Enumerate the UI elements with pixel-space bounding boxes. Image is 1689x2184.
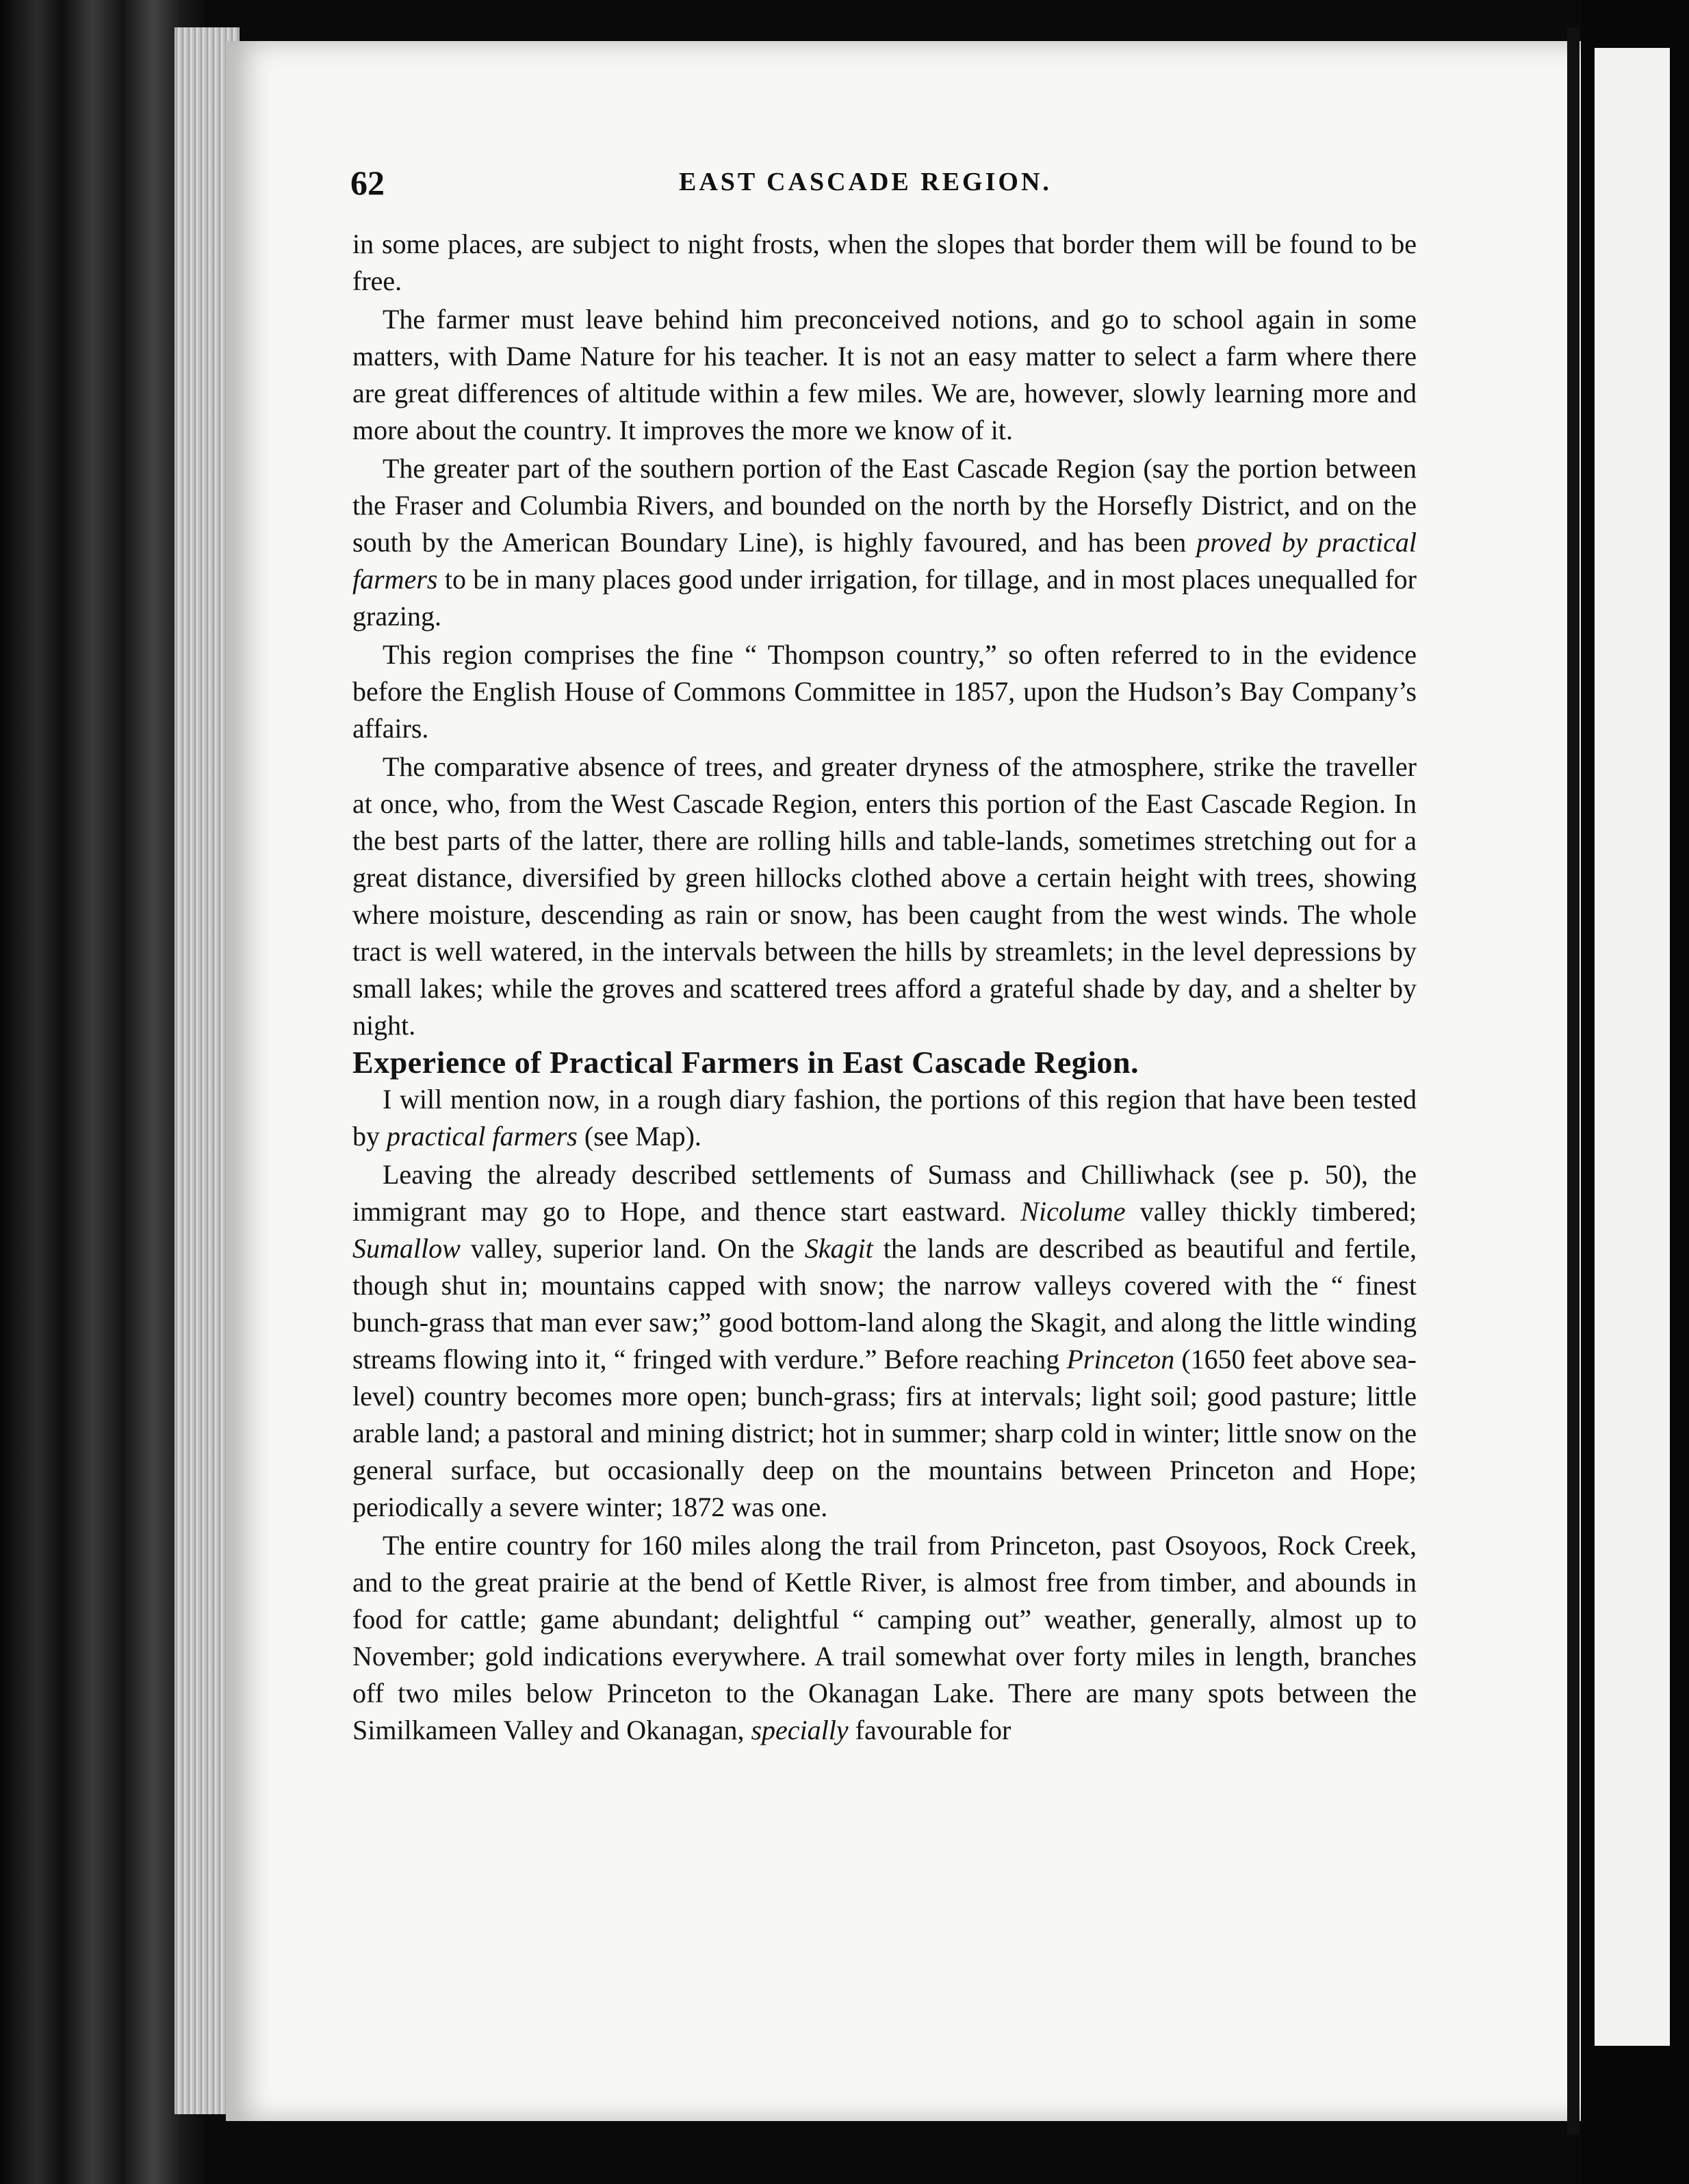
facing-page-edge xyxy=(1581,0,1689,2184)
paragraph: in some places, are subject to night frosts, when the slopes that border them will be found to be free. xyxy=(352,229,1417,296)
body-text xyxy=(352,226,1417,1749)
text-run: Leaving the already described settlements of Sumass and Chilliwhack (see p. 50), the immigrant may go to Hope, and thence start eastward. xyxy=(352,1159,1417,1227)
emphasis: specially xyxy=(751,1715,849,1745)
paragraph xyxy=(352,1156,1417,1526)
running-title: EAST CASCADE REGION. xyxy=(679,168,1052,196)
text-run: (see Map). xyxy=(577,1121,701,1152)
paragraph: The farmer must leave behind him preconceived notions, and go to school again in some matters, with Dame Nature for his teacher. It is not an easy matter to select a farm where there are great differences of altitude within a few miles. We are, however, slowly learning more and more about the country. It improves the more we know of it. xyxy=(352,304,1417,445)
page-number: 62 xyxy=(350,164,385,202)
paragraph: This region comprises the fine “ Thompson country,” so often referred to in the evidence before the English House of Commons Committee in 1857, upon the Hudson’s Bay Company’s affairs. xyxy=(352,639,1417,744)
paragraph: The comparative absence of trees, and greater dryness of the atmosphere, strike the traveller at once, who, from the West Cascade Region, enters this portion of the East Cascade Region. In the best parts of the latter, there are rolling hills and table-lands, sometimes stretching out for a great distance, diversified by green hillocks clothed above a certain height with trees, showing where moisture, descending as rain or snow, has been caught from the west winds. The whole tract is well watered, in the intervals between the hills by streamlets; in the level depressions by small lakes; while the groves and scattered trees afford a grateful shade by day, and a shelter by night. xyxy=(352,751,1417,1041)
emphasis: proved by practical farmers xyxy=(352,527,1417,595)
facing-page-strip xyxy=(1595,48,1670,2046)
text-run: I will mention now, in a rough diary fashion, the portions of this region that have been tested by xyxy=(352,1084,1417,1152)
paragraph xyxy=(352,1081,1417,1155)
emphasis: Nicolume xyxy=(1020,1196,1126,1227)
paragraph xyxy=(352,1527,1417,1749)
text-run: The greater part of the southern portion of the East Cascade Region (say the portion between the Fraser and Columbia Rivers, and bounded on the north by the Horsefly District, and on the south by the American Boundary Line), is highly favoured, and has been xyxy=(352,453,1417,558)
text-run: (1650 feet above sea-level) country becomes more open; bunch-grass; firs at intervals; light soil; good pasture; little arable land; a pastoral and mining district; hot in summer; sharp cold in winter; little snow on the general surface, but occasionally deep on the mountains between Princeton and Hope; periodically a severe winter; 1872 was one. xyxy=(352,1344,1417,1522)
emphasis: Skagit xyxy=(804,1233,873,1264)
emphasis: Sumallow xyxy=(352,1233,461,1264)
paragraph xyxy=(352,450,1417,635)
text-run: valley, superior land. On the xyxy=(460,1233,805,1264)
text-run: the lands are described as beautiful and fertile, though shut in; mountains capped with snow; the narrow valleys covered with the “ finest bunch-grass that man ever saw;” good bottom-land along the Skagit, and along the little winding streams flowing into it, “ fringed with verdure.” Before reaching xyxy=(352,1233,1417,1375)
running-head xyxy=(350,163,1418,204)
page-gutter xyxy=(1567,27,1580,2135)
emphasis: Princeton xyxy=(1066,1344,1175,1375)
text-run: valley thickly timbered; xyxy=(1125,1196,1417,1227)
text-run: favourable for xyxy=(848,1715,1011,1745)
section-heading: Experience of Practical Farmers in East Cascade Region. xyxy=(352,1045,1139,1080)
text-run: The entire country for 160 miles along the trail from Princeton, past Osoyoos, Rock Creek, and to the great prairie at the bend of Kettle River, is almost free from timber, and abounds in food for cattle; game abundant; delightful “ camping out” weather, generally, almost up to November; gold indications everywhere. A trail somewhat over forty miles in length, branches off two miles below Princeton to the Okanagan Lake. There are many spots between the Similkameen Valley and Okanagan, xyxy=(352,1530,1417,1745)
emphasis: practical farmers xyxy=(387,1121,578,1152)
text-run: to be in many places good under irrigation, for tillage, and in most places unequalled for grazing. xyxy=(352,564,1417,632)
